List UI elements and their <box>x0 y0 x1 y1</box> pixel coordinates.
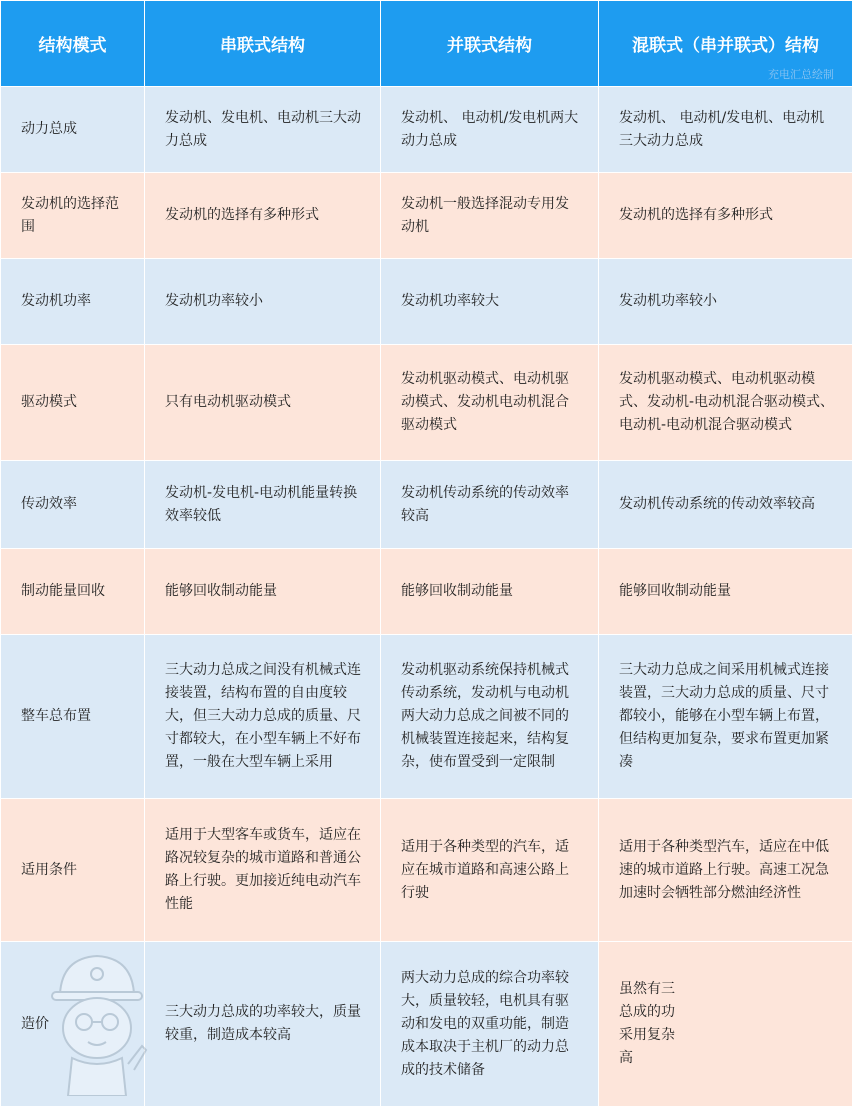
table-row <box>1 259 852 345</box>
header-hybrid <box>599 1 852 87</box>
row-label: 适用条件 <box>1 799 145 942</box>
table-row <box>1 635 852 799</box>
hybrid-cell: 发动机驱动模式、电动机驱动模式、发动机-电动机混合驱动模式、电动机-电动机混合驱动模式 <box>599 345 852 461</box>
row-label: 动力总成 <box>1 87 145 173</box>
watermark: 充电汇总绘制 <box>768 66 834 82</box>
row-label: 制动能量回收 <box>1 549 145 635</box>
hybrid-cell: 发动机功率较小 <box>599 259 852 345</box>
row-label: 传动效率 <box>1 461 145 549</box>
table-row <box>1 942 852 1107</box>
row-label: 发动机功率 <box>1 259 145 345</box>
parallel-cell: 发动机驱动模式、电动机驱动模式、发动机电动机混合驱动模式 <box>381 345 599 461</box>
hybrid-cell: 虽然有三 总成的功 采用复杂 高 <box>599 942 852 1107</box>
hybrid-cell: 三大动力总成之间采用机械式连接装置，三大动力总成的质量、尺寸都较小，能够在小型车辆上布置，但结构更加复杂，要求布置更加紧凑 <box>599 635 852 799</box>
parallel-cell: 发动机传动系统的传动效率较高 <box>381 461 599 549</box>
hybrid-cell: 适用于各种类型汽车，适应在中低速的城市道路上行驶。高速工况急加速时会牺牲部分燃油经济性 <box>599 799 852 942</box>
series-cell: 只有电动机驱动模式 <box>145 345 381 461</box>
table-row <box>1 87 852 173</box>
parallel-cell: 发动机一般选择混动专用发动机 <box>381 173 599 259</box>
table-row <box>1 799 852 942</box>
table-row <box>1 549 852 635</box>
table-row <box>1 461 852 549</box>
series-cell: 能够回收制动能量 <box>145 549 381 635</box>
parallel-cell: 发动机驱动系统保持机械式传动系统，发动机与电动机两大动力总成之间被不同的机械装置连接起来，结构复杂，使布置受到一定限制 <box>381 635 599 799</box>
hybrid-cell: 发动机的选择有多种形式 <box>599 173 852 259</box>
series-cell: 发动机的选择有多种形式 <box>145 173 381 259</box>
series-cell: 三大动力总成之间没有机械式连接装置，结构布置的自由度较大，但三大动力总成的质量、尺寸都较大，在小型车辆上不好布置，一般在大型车辆上采用 <box>145 635 381 799</box>
hybrid-cell: 发动机、 电动机/发电机、电动机三大动力总成 <box>599 87 852 173</box>
series-cell: 适用于大型客车或货车，适应在路况较复杂的城市道路和普通公路上行驶。更加接近纯电动汽车性能 <box>145 799 381 942</box>
header-parallel: 并联式结构 <box>381 1 599 87</box>
row-label: 发动机的选择范围 <box>1 173 145 259</box>
header-row <box>1 1 852 87</box>
row-label: 整车总布置 <box>1 635 145 799</box>
hybrid-cell: 能够回收制动能量 <box>599 549 852 635</box>
header-series: 串联式结构 <box>145 1 381 87</box>
parallel-cell: 两大动力总成的综合功率较大，质量较轻，电机具有驱动和发电的双重功能，制造成本取决于主机厂的动力总成的技术储备 <box>381 942 599 1107</box>
parallel-cell: 发动机功率较大 <box>381 259 599 345</box>
row-label: 驱动模式 <box>1 345 145 461</box>
parallel-cell: 适用于各种类型的汽车，适应在城市道路和高速公路上行驶 <box>381 799 599 942</box>
table-row <box>1 345 852 461</box>
series-cell: 发动机-发电机-电动机能量转换效率较低 <box>145 461 381 549</box>
row-label: 造价 <box>1 942 145 1107</box>
series-cell: 发动机、发电机、电动机三大动力总成 <box>145 87 381 173</box>
table-row <box>1 173 852 259</box>
series-cell: 三大动力总成的功率较大，质量较重，制造成本较高 <box>145 942 381 1107</box>
parallel-cell: 发动机、 电动机/发电机两大动力总成 <box>381 87 599 173</box>
parallel-cell: 能够回收制动能量 <box>381 549 599 635</box>
series-cell: 发动机功率较小 <box>145 259 381 345</box>
header-hybrid-label: 混联式（串并联式）结构 <box>632 36 819 56</box>
hybrid-cell: 发动机传动系统的传动效率较高 <box>599 461 852 549</box>
header-structure-mode: 结构模式 <box>1 1 145 87</box>
